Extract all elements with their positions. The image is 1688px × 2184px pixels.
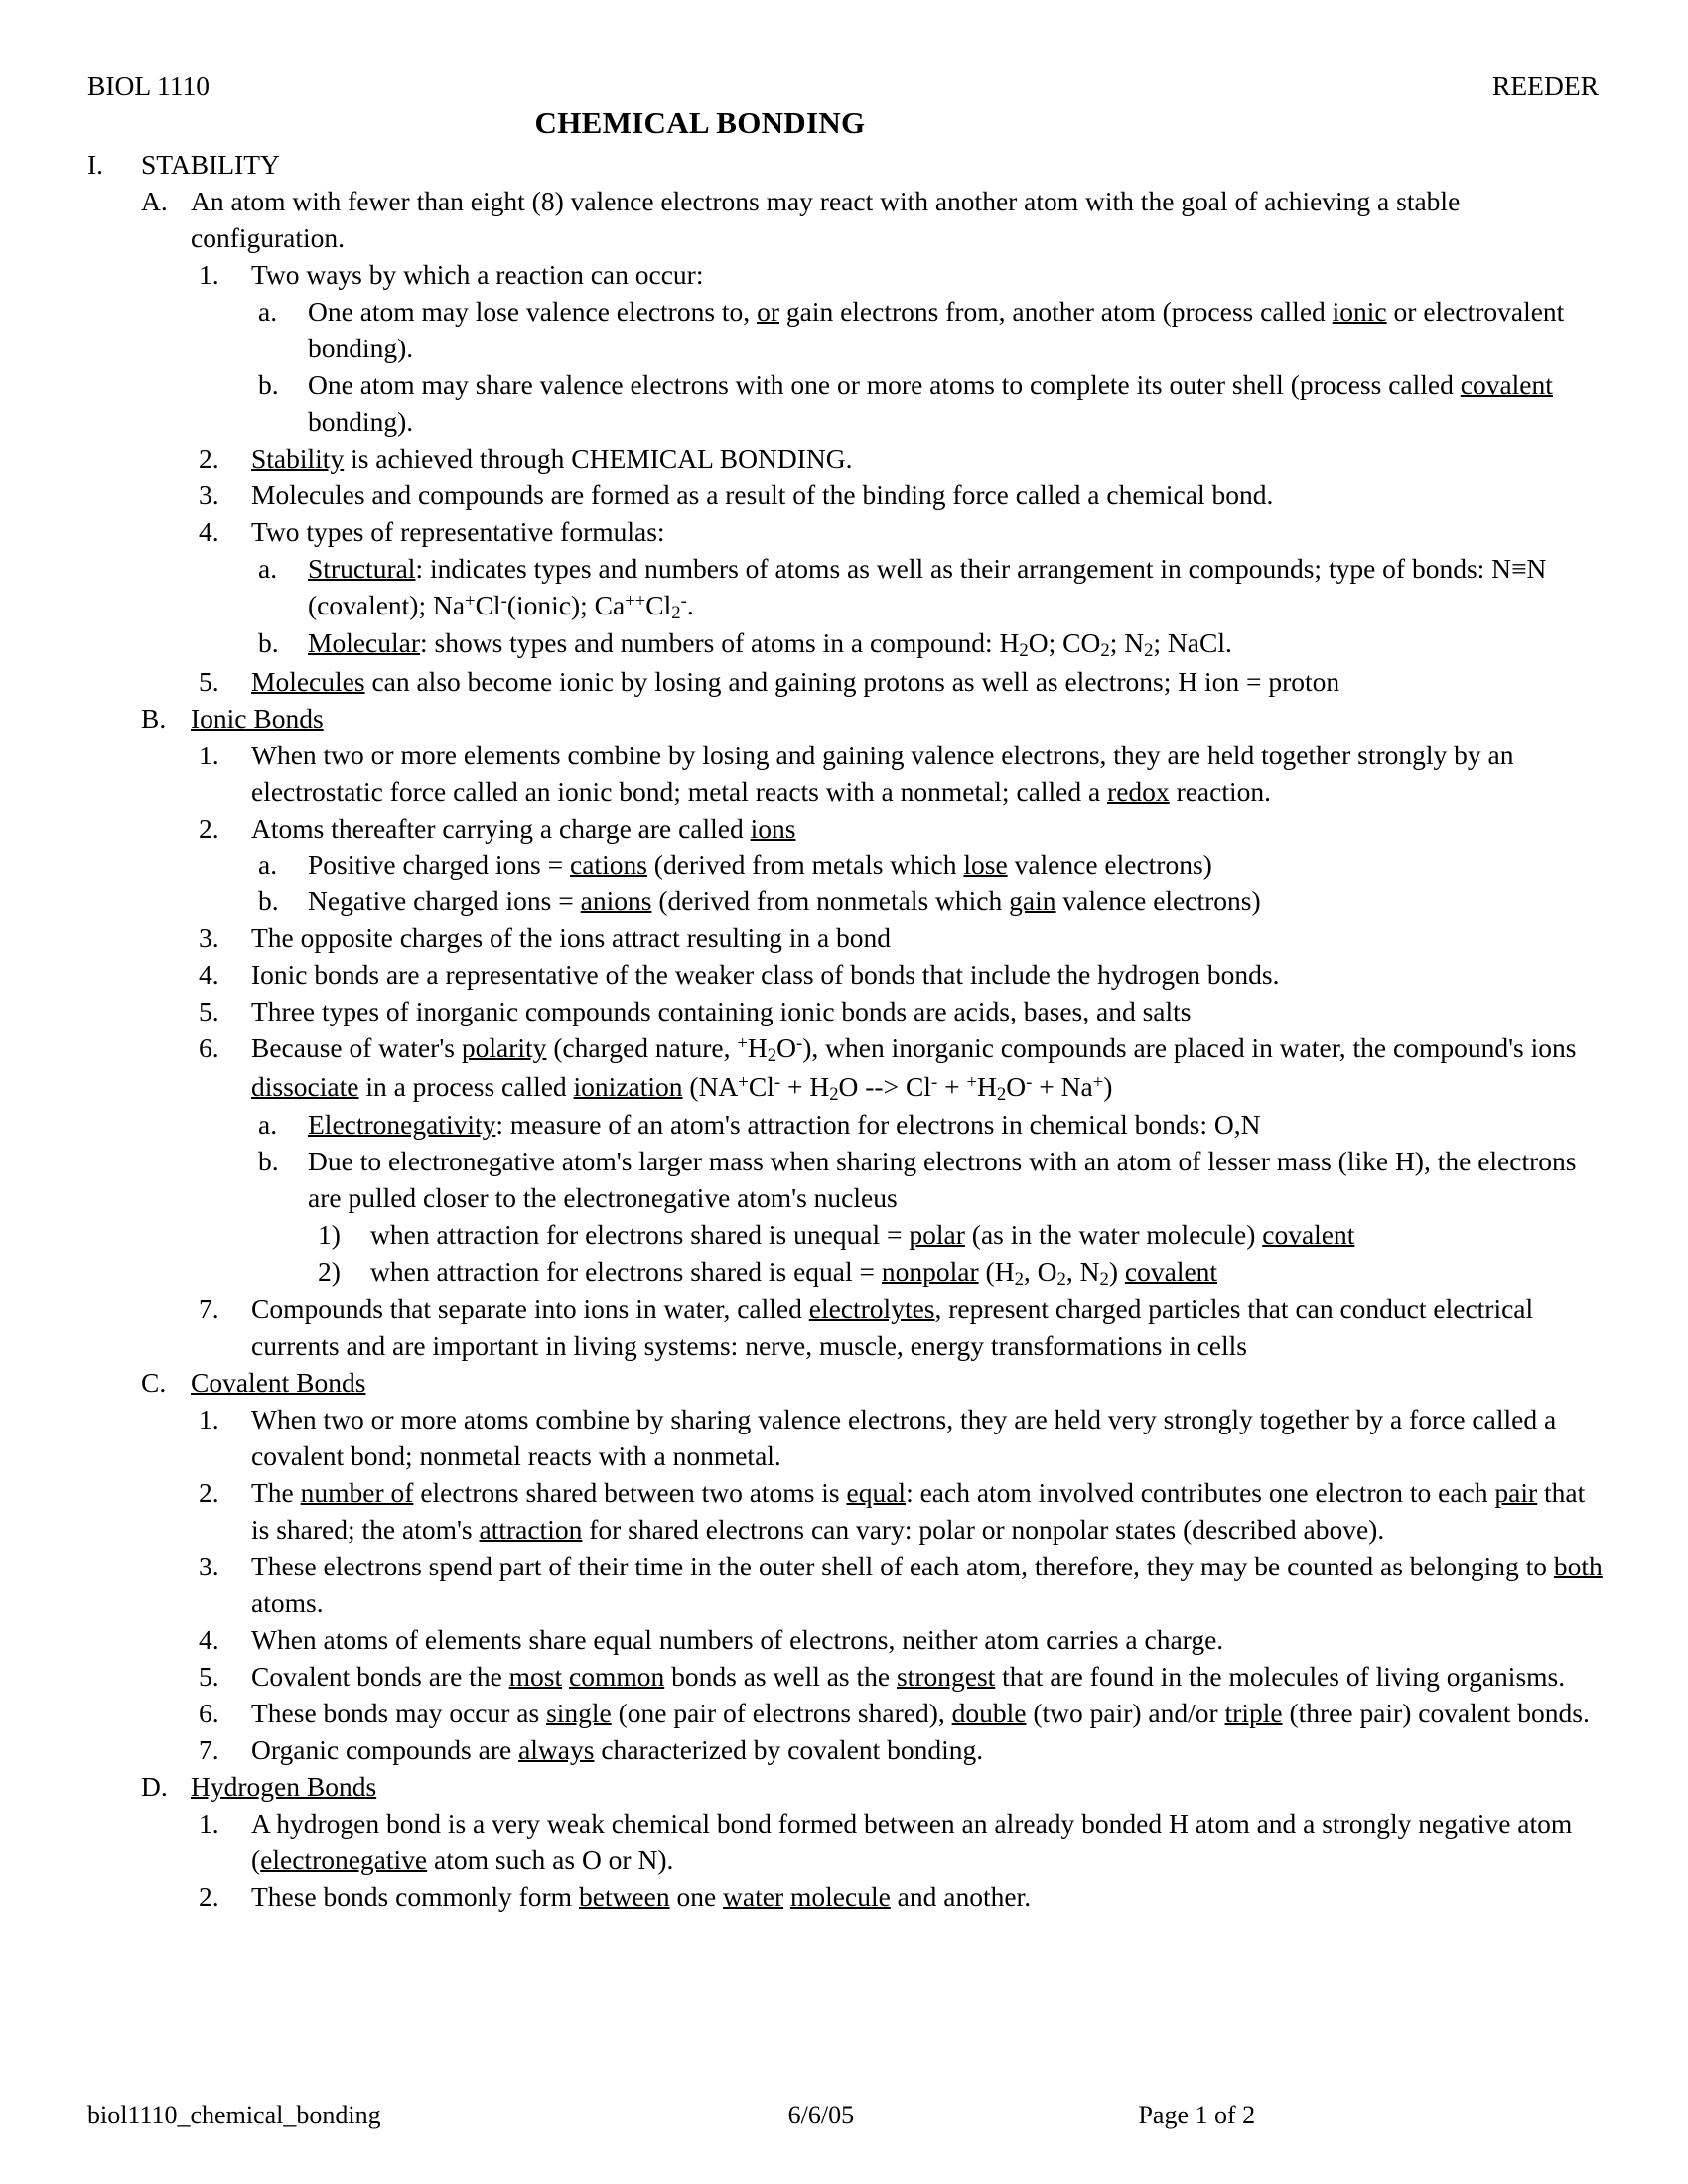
- outline-item: [141, 1769, 1611, 1806]
- outline-marker: 7.: [199, 1294, 219, 1325]
- outline-item: [199, 664, 1611, 701]
- outline-item: [258, 847, 1611, 884]
- outline-item: [199, 920, 1611, 957]
- outline-marker: 7.: [199, 1733, 219, 1765]
- outline-marker: 2.: [199, 443, 219, 475]
- outline-marker: 2.: [199, 1880, 219, 1912]
- page-footer: [87, 2101, 1611, 2130]
- outline-item: [199, 1806, 1611, 1879]
- footer-page-number: Page 1 of 2: [1138, 2101, 1256, 2129]
- outline-item: [199, 257, 1611, 294]
- outline-text: When atoms of elements share equal numbers of electrons, neither atom carries a charge.: [251, 1623, 1224, 1655]
- outline-text: One atom may share valence electrons with one or more atoms to complete its outer shell (process called covalent bonding).: [308, 369, 1553, 438]
- outline-item: [141, 184, 1611, 257]
- document-title: CHEMICAL BONDING: [534, 105, 866, 141]
- outline-marker: A.: [141, 186, 168, 217]
- outline-item: [258, 1144, 1611, 1217]
- outline-item: [199, 1732, 1611, 1769]
- footer-filename: biol1110_chemical_bonding: [87, 2101, 381, 2129]
- outline-text: when attraction for electrons shared is unequal = polar (as in the water molecule) covalent: [370, 1218, 1355, 1250]
- outline-marker: 3.: [199, 922, 219, 954]
- outline-marker: 5.: [199, 1660, 219, 1692]
- outline-item: [318, 1254, 1611, 1292]
- outline-text: Compounds that separate into ions in water, called electrolytes, represent charged particles that can conduct electrical currents and are important in living systems: nerve, muscle, energy transformations in cells: [251, 1294, 1534, 1362]
- outline-marker: 5.: [199, 665, 219, 697]
- outline-text: Stability is achieved through CHEMICAL BONDING.: [251, 443, 853, 475]
- outline-text: Ionic bonds are a representative of the weaker class of bonds that include the hydrogen bonds.: [251, 959, 1280, 991]
- outline-marker: 4.: [199, 516, 219, 548]
- outline-item: [87, 147, 1611, 184]
- footer-date: 6/6/05: [787, 2101, 855, 2129]
- outline-marker: 1.: [199, 1807, 219, 1839]
- instructor-name: REEDER: [1492, 70, 1599, 101]
- outline-text: Covalent Bonds: [191, 1367, 366, 1399]
- outline-text: STABILITY: [141, 149, 280, 181]
- outline-text: The opposite charges of the ions attract resulting in a bond: [251, 922, 892, 954]
- outline-item: [199, 1030, 1611, 1107]
- outline-item: [199, 957, 1611, 994]
- outline-marker: a.: [258, 296, 278, 328]
- outline-text: When two or more elements combine by losing and gaining valence electrons, they are held together strongly by an electrostatic force called an ionic bond; metal reacts with a nonmetal; called a redox reaction.: [251, 739, 1514, 807]
- outline-text: Ionic Bonds: [191, 702, 324, 734]
- outline-item: [199, 1879, 1611, 1916]
- outline-marker: 1.: [199, 1404, 219, 1435]
- outline-item: [199, 738, 1611, 811]
- outline-text: When two or more atoms combine by sharing valence electrons, they are held very strongly together by a force called a covalent bond; nonmetal reacts with a nonmetal.: [251, 1404, 1557, 1472]
- outline-item: [258, 625, 1611, 663]
- outline-text: Molecules can also become ionic by losing and gaining protons as well as electrons; H ion = proton: [251, 665, 1340, 697]
- outline-text: Electronegativity: measure of an atom's attraction for electrons in chemical bonds: O,N: [308, 1108, 1261, 1140]
- course-code: BIOL 1110: [87, 70, 210, 101]
- outline-marker: 2.: [199, 812, 219, 844]
- outline-text: Due to electronegative atom's larger mass when sharing electrons with an atom of lesser mass (like H), the electrons are pulled closer to the electronegative atom's nucleus: [308, 1145, 1577, 1213]
- outline-item: [199, 1475, 1611, 1549]
- outline-marker: 5.: [199, 996, 219, 1027]
- outline-text: Covalent bonds are the most common bonds as well as the strongest that are found in the molecules of living organisms.: [251, 1660, 1566, 1692]
- outline-marker: a.: [258, 849, 278, 881]
- outline-item: [199, 478, 1611, 514]
- outline-marker: C.: [141, 1367, 167, 1399]
- outline-item: [199, 1549, 1611, 1622]
- outline-list: [87, 147, 1611, 1916]
- outline-item: [199, 1696, 1611, 1732]
- outline-text: Molecular: shows types and numbers of atoms in a compound: $H_2O$; $CO_2$; $N_2$; NaCl.: [308, 627, 1232, 662]
- outline-marker: 2.: [199, 1477, 219, 1509]
- outline-item: [141, 701, 1611, 738]
- outline-text: Two ways by which a reaction can occur:: [251, 259, 704, 291]
- outline-item: [199, 994, 1611, 1030]
- outline-item: [258, 884, 1611, 920]
- outline-text: Organic compounds are always characterized by covalent bonding.: [251, 1733, 984, 1765]
- outline-marker: I.: [87, 149, 104, 181]
- outline-marker: 1.: [199, 259, 219, 291]
- page-header: [87, 71, 1611, 101]
- outline-text: Three types of inorganic compounds containing ionic bonds are acids, bases, and salts: [251, 996, 1192, 1027]
- outline-text: when attraction for electrons shared is equal = nonpolar ($H_2$, $O_2$, $N_2$) covalent: [370, 1255, 1218, 1290]
- outline-text: Two types of representative formulas:: [251, 516, 665, 548]
- outline-text: Because of water's polarity (charged nature, $^+H_2O^-$), when inorganic compounds are placed in water, the compound's ions dissociate in a process called ionization ($NA^+Cl^- + H_2O$ --> $Cl^- + ^+H_2O^- + Na^+$): [251, 1032, 1577, 1105]
- outline-marker: b.: [258, 1145, 279, 1176]
- outline-marker: b.: [258, 369, 279, 401]
- outline-marker: b.: [258, 886, 279, 917]
- outline-text: An atom with fewer than eight (8) valence electrons may react with another atom with the goal of achieving a stable configuration.: [191, 186, 1461, 254]
- outline-item: [258, 1107, 1611, 1144]
- outline-item: [258, 367, 1611, 441]
- outline-marker: D.: [141, 1770, 168, 1802]
- outline-item: [199, 514, 1611, 551]
- outline-item: [199, 1402, 1611, 1475]
- outline-marker: 2): [318, 1255, 341, 1287]
- outline-text: These bonds commonly form between one water molecule and another.: [251, 1880, 1032, 1912]
- outline-item: [258, 294, 1611, 367]
- outline-marker: a.: [258, 1108, 278, 1140]
- outline-text: Molecules and compounds are formed as a result of the binding force called a chemical bond.: [251, 479, 1274, 511]
- outline-marker: 6.: [199, 1697, 219, 1728]
- outline-text: A hydrogen bond is a very weak chemical bond formed between an already bonded H atom and a strongly negative atom (electronegative atom such as O or N).: [251, 1807, 1573, 1875]
- outline-text: Positive charged ions = cations (derived from metals which lose valence electrons): [308, 849, 1212, 881]
- outline-item: [199, 811, 1611, 848]
- outline-text: One atom may lose valence electrons to, or gain electrons from, another atom (process called ionic or electrovalent bonding).: [308, 296, 1565, 364]
- outline-marker: 3.: [199, 1550, 219, 1581]
- outline-item: [199, 1292, 1611, 1365]
- outline-item: [258, 551, 1611, 625]
- outline-marker: 1.: [199, 739, 219, 770]
- outline-item: [199, 441, 1611, 478]
- outline-text: Negative charged ions = anions (derived from nonmetals which gain valence electrons): [308, 886, 1261, 917]
- outline-item: [199, 1659, 1611, 1696]
- outline-item: [318, 1217, 1611, 1254]
- outline-text: Hydrogen Bonds: [191, 1770, 377, 1802]
- outline-item: [141, 1365, 1611, 1402]
- outline-marker: a.: [258, 553, 278, 585]
- outline-item: [199, 1622, 1611, 1659]
- outline-marker: B.: [141, 702, 167, 734]
- outline-marker: 4.: [199, 1623, 219, 1655]
- outline-text: These bonds may occur as single (one pair of electrons shared), double (two pair) and/or triple (three pair) covalent bonds.: [251, 1697, 1590, 1728]
- outline-marker: b.: [258, 627, 279, 659]
- outline-marker: 1): [318, 1218, 341, 1250]
- outline-text: The number of electrons shared between two atoms is equal: each atom involved contributes one electron to each pair that is shared; the atom's attraction for shared electrons can vary: polar or nonpolar states (described above).: [251, 1477, 1586, 1545]
- outline-text: These electrons spend part of their time in the outer shell of each atom, therefore, they may be counted as belonging to both atoms.: [251, 1550, 1603, 1618]
- outline-marker: 4.: [199, 959, 219, 991]
- outline-text: Structural: indicates types and numbers of atoms as well as their arrangement in compounds; type of bonds: N≡N (covalent); Na+Cl-(ionic); $Ca^{++}Cl_2^-$.: [308, 553, 1547, 624]
- outline-marker: 6.: [199, 1032, 219, 1064]
- outline-marker: 3.: [199, 479, 219, 511]
- outline-text: Atoms thereafter carrying a charge are called ions: [251, 812, 796, 844]
